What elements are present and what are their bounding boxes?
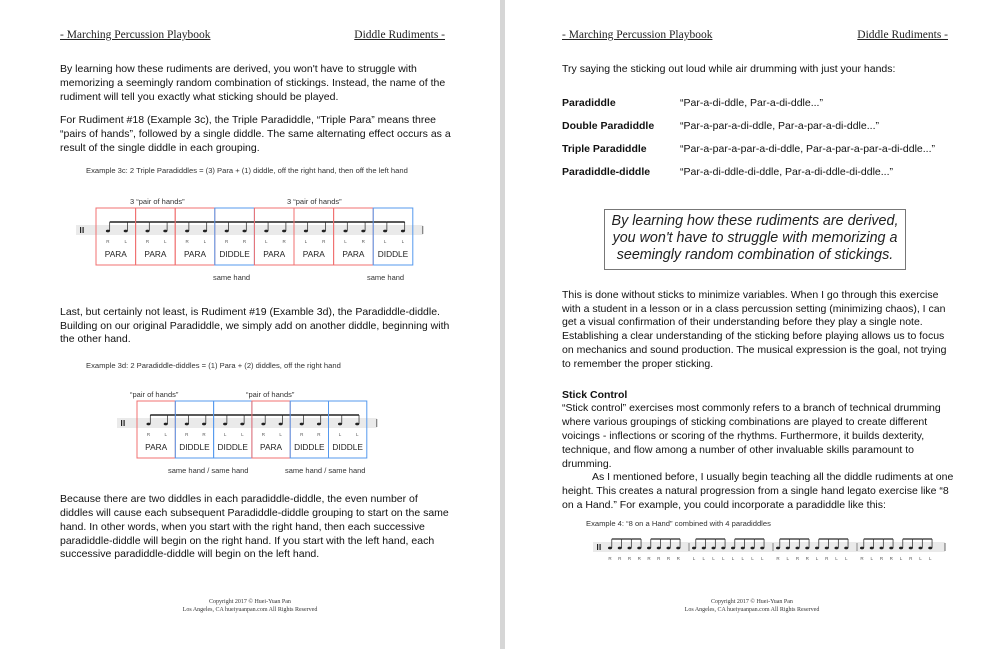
- notehead: [751, 546, 755, 549]
- notehead: [282, 229, 286, 232]
- sticking-letter: R: [202, 432, 206, 438]
- sticking-letter: L: [712, 555, 715, 561]
- annotation-bottom: same hand: [367, 272, 405, 282]
- sticking-letter: L: [223, 432, 227, 438]
- notehead: [692, 546, 696, 549]
- notehead: [401, 229, 405, 232]
- notehead: [355, 423, 359, 426]
- sticking-letter: R: [317, 432, 321, 438]
- group-label: DIDDLE: [377, 248, 409, 259]
- sticking-letter: L: [721, 555, 725, 561]
- annotation-top: 3 “pair of hands”: [287, 196, 342, 206]
- notehead: [343, 229, 347, 232]
- rudiment-term: Paradiddle: [562, 96, 616, 109]
- footer-address: Los Angeles, CA hueiyuanpan.com All Rights Reserved: [684, 606, 820, 613]
- notehead: [223, 423, 227, 426]
- notehead: [796, 546, 800, 549]
- group-label: PARA: [302, 248, 325, 259]
- notehead: [618, 546, 622, 549]
- sticking-letter: L: [164, 432, 167, 438]
- group-label: PARA: [145, 442, 168, 453]
- notehead: [628, 546, 632, 549]
- sticking-letter: R: [608, 555, 612, 561]
- sticking-letter: R: [185, 432, 189, 438]
- percussion-clef: [124, 420, 125, 426]
- notehead: [202, 423, 206, 426]
- left-page-body: [60, 63, 452, 562]
- sticking-letter: R: [795, 555, 800, 561]
- sticking-letter: L: [692, 555, 696, 561]
- group-label: DIDDLE: [294, 442, 325, 453]
- right-page-body: [562, 63, 954, 565]
- group-label: PARA: [144, 248, 167, 259]
- sticking-letter: R: [225, 238, 229, 244]
- notehead: [899, 546, 903, 549]
- group-label: DIDDLE: [179, 442, 210, 453]
- sticking-letter: R: [185, 238, 189, 244]
- rudiment-term: Triple Paradiddle: [562, 142, 647, 155]
- notehead: [870, 546, 874, 549]
- annotation-top: “pair of hands”: [130, 390, 179, 400]
- rudiment-list: [562, 97, 954, 180]
- sticking-letter: R: [261, 432, 266, 438]
- example-3c-notation: [0, 186, 500, 286]
- notehead: [203, 229, 207, 232]
- footer: [30, 599, 470, 614]
- sticking-letter: L: [355, 432, 359, 438]
- notehead: [124, 229, 128, 232]
- notehead: [712, 546, 716, 549]
- sticking-letter: L: [383, 238, 387, 244]
- notehead: [240, 423, 244, 426]
- notehead: [225, 229, 229, 232]
- notehead: [608, 546, 612, 549]
- notehead: [825, 546, 829, 549]
- sticking-letter: L: [401, 238, 405, 244]
- notehead: [731, 546, 735, 549]
- pull-quote: By learning how these rudiments are derived, you won't have to struggle with memorizing a seemingly random combination of stickings.: [604, 209, 906, 270]
- copyright: Copyright 2017 © Huei-Yuan Pan: [711, 599, 793, 605]
- example-4-notation: [505, 529, 1005, 565]
- running-header-title: - Marching Percussion Playbook: [60, 29, 211, 41]
- sticking-letter: R: [145, 238, 150, 244]
- notehead: [647, 546, 651, 549]
- sticking-letter: R: [637, 555, 641, 561]
- example-3c-caption: Example 3c: 2 Triple Paradiddles = (3) Para + (1) diddle, off the right hand, then off the left hand: [86, 165, 408, 175]
- sticking-letter: R: [666, 555, 671, 561]
- sticking-letter: R: [361, 238, 365, 244]
- sticking-letter: R: [282, 238, 286, 244]
- running-header-chapter: Diddle Rudiments -: [354, 29, 445, 41]
- sticking-letter: R: [627, 555, 632, 561]
- notehead: [106, 229, 110, 232]
- example-3d-notation: [0, 383, 500, 479]
- notehead: [880, 546, 884, 549]
- paragraph: For Rudiment #18 (Example 3c), the Triple Paradiddle, “Triple Para” means three “pairs of hands”, followed by a single diddle. The same alternating effect occurs as a result of the single diddle in each grouping.: [60, 114, 451, 154]
- group-label: PARA: [184, 248, 206, 259]
- notehead: [702, 546, 706, 549]
- sticking-letter: L: [241, 432, 244, 438]
- section-heading: Stick Control: [562, 388, 628, 401]
- sticking-letter: L: [760, 555, 764, 561]
- notehead: [889, 546, 893, 549]
- percussion-clef: [121, 420, 122, 426]
- notehead: [279, 423, 283, 426]
- sticking-letter: L: [731, 555, 735, 561]
- example-3d-caption: Example 3d: 2 Paradiddle-diddles = (1) Para + (2) diddles, off the right hand: [86, 361, 341, 371]
- notehead: [844, 546, 848, 549]
- notehead: [145, 229, 149, 232]
- sticking-letter: R: [146, 432, 151, 438]
- sticking-letter: R: [242, 238, 247, 244]
- paragraph: By learning how these rudiments are derived, you won't have to struggle with memorizing a seemingly random combination of stickings. Instead, the name of the rudiment will tell you exactly what sticking should be played.: [60, 63, 446, 103]
- sticking-letter: R: [805, 555, 809, 561]
- sticking-letter: R: [776, 555, 780, 561]
- annotation-bottom: same hand: [213, 272, 251, 282]
- rudiment-vocal: “Par-a-par-a-par-a-di-ddle, Par-a-par-a-par-a-di-ddle...”: [680, 142, 935, 155]
- sticking-letter: L: [870, 555, 874, 561]
- notehead: [300, 423, 304, 426]
- notehead: [361, 229, 365, 232]
- footer-address: Los Angeles, CA hueiyuanpan.com All Rights Reserved: [182, 606, 318, 613]
- sticking-letter: L: [835, 555, 838, 561]
- rudiment-vocal: “Par-a-di-ddle-di-ddle, Par-a-di-ddle-di-ddle...”: [680, 165, 893, 178]
- notehead: [304, 229, 308, 232]
- sticking-letter: L: [786, 555, 790, 561]
- notehead: [637, 546, 641, 549]
- notehead: [667, 546, 671, 549]
- sticking-letter: R: [657, 555, 661, 561]
- sticking-letter: L: [265, 238, 268, 244]
- sticking-letter: L: [124, 238, 127, 244]
- footer: [532, 599, 972, 614]
- paragraph: Try saying the sticking out loud while air drumming with just your hands:: [562, 63, 896, 75]
- notehead: [776, 546, 780, 549]
- sticking-letter: R: [825, 555, 829, 561]
- sticking-letter: L: [928, 555, 932, 561]
- sticking-letter: R: [322, 238, 326, 244]
- notehead: [163, 229, 167, 232]
- notehead: [815, 546, 819, 549]
- sticking-letter: L: [203, 238, 207, 244]
- notehead: [185, 229, 189, 232]
- paragraph: This is done without sticks to minimize variables. When I go through this exercise with a student in a lesson or in a class percussion setting (minimizing chaos), I can get a visual confirmation of their understanding before they play a single note. Establishing a clear understanding of the sticking before playing allows us to focus on mechanics and sound production. The musical expression is the goal, not trying to remember the proper sticking.: [562, 288, 947, 370]
- group-label: PARA: [260, 442, 283, 453]
- sticking-letter: L: [279, 432, 282, 438]
- notehead: [741, 546, 745, 549]
- sticking-letter: R: [106, 238, 110, 244]
- group-label: DIDDLE: [332, 442, 363, 453]
- notehead: [835, 546, 839, 549]
- sticking-letter: L: [164, 238, 167, 244]
- right-page: [505, 0, 1005, 649]
- rudiment-term: Paradiddle-diddle: [562, 165, 651, 178]
- sticking-letter: R: [889, 555, 893, 561]
- sticking-letter: L: [338, 432, 342, 438]
- group-label: DIDDLE: [217, 442, 248, 453]
- notehead: [317, 423, 321, 426]
- sticking-letter: R: [860, 555, 864, 561]
- rudiment-row: [562, 97, 954, 120]
- paragraph: “Stick control” exercises most commonly refers to a branch of technical drumming where various groupings of sticking combinations are played to create different voicings - inflections or scoring of the rhythms. Furthermore, it builds dexterity, technique, and flow among a number of other invaluable skills paramount to drumming.: [562, 402, 941, 470]
- sticking-letter: R: [909, 555, 913, 561]
- example-4-caption: Example 4: “8 on a Hand” combined with 4 paradiddles: [586, 518, 771, 528]
- group-label: DIDDLE: [219, 248, 250, 259]
- paragraph: Because there are two diddles in each paradiddle-diddle, the even number of diddles will cause each subsequent Paradiddle-diddle grouping to start on the same hand. In other words, when you start with the right hand, then each successive paradiddle-diddle will begin on the right hand. If you start with the left hand, each successive paradiddle-diddle will begin on the left hand.: [60, 493, 449, 561]
- notehead: [928, 546, 932, 549]
- rudiment-vocal: “Par-a-di-ddle, Par-a-di-ddle...”: [680, 96, 823, 109]
- notehead: [185, 423, 189, 426]
- paragraph: Last, but certainly not least, is Rudiment #19 (Examble 3d), the Paradiddle-diddle. Building on our original Paradiddle, we simply add on another diddle, beginning with the other hand.: [60, 305, 450, 346]
- percussion-clef: [80, 227, 81, 233]
- sticking-letter: L: [751, 555, 754, 561]
- sticking-letter: L: [344, 238, 347, 244]
- sticking-letter: L: [815, 555, 819, 561]
- notehead: [676, 546, 680, 549]
- sticking-letter: R: [647, 555, 651, 561]
- notehead: [164, 423, 168, 426]
- notehead: [261, 423, 265, 426]
- notehead: [760, 546, 764, 549]
- sticking-letter: L: [899, 555, 903, 561]
- notehead: [657, 546, 661, 549]
- notehead: [786, 546, 790, 549]
- sticking-letter: L: [304, 238, 308, 244]
- group-label: PARA: [263, 248, 286, 259]
- paragraph: As I mentioned before, I usually begin teaching all the diddle rudiments at one height. This creates a natural progression from a single hand legato exercise like “8 on a Hand.” For example, you could incorporate a paradiddle like this:: [562, 471, 954, 511]
- notehead: [383, 229, 387, 232]
- annotation-bottom: same hand / same hand: [168, 466, 249, 476]
- rudiment-row: [562, 143, 954, 166]
- notehead: [721, 546, 725, 549]
- group-label: PARA: [104, 248, 127, 259]
- sticking-letter: R: [618, 555, 622, 561]
- sticking-letter: L: [919, 555, 922, 561]
- copyright: Copyright 2017 © Huei-Yuan Pan: [209, 599, 291, 605]
- rudiment-term: Double Paradiddle: [562, 119, 655, 132]
- notehead: [860, 546, 864, 549]
- notehead: [805, 546, 809, 549]
- sticking-letter: R: [879, 555, 884, 561]
- running-header-chapter: Diddle Rudiments -: [857, 29, 948, 41]
- sticking-letter: R: [300, 432, 304, 438]
- notehead: [919, 546, 923, 549]
- rudiment-row: [562, 166, 954, 180]
- notehead: [322, 229, 326, 232]
- group-label: PARA: [342, 248, 365, 259]
- sticking-letter: L: [844, 555, 848, 561]
- percussion-clef: [597, 544, 598, 550]
- notehead: [146, 423, 150, 426]
- left-page: [0, 0, 500, 649]
- notehead: [264, 229, 268, 232]
- rudiment-vocal: “Par-a-par-a-di-ddle, Par-a-par-a-di-ddle...”: [680, 119, 879, 132]
- notehead: [243, 229, 247, 232]
- notehead: [338, 423, 342, 426]
- sticking-letter: L: [702, 555, 706, 561]
- sticking-letter: L: [741, 555, 745, 561]
- running-header-title: - Marching Percussion Playbook: [562, 29, 713, 41]
- rudiment-row: [562, 120, 954, 143]
- notehead: [909, 546, 913, 549]
- annotation-bottom: same hand / same hand: [285, 466, 366, 476]
- annotation-top: “pair of hands”: [246, 390, 295, 400]
- percussion-clef: [83, 227, 84, 233]
- annotation-top: 3 “pair of hands”: [130, 196, 185, 206]
- sticking-letter: R: [676, 555, 680, 561]
- percussion-clef: [600, 544, 601, 550]
